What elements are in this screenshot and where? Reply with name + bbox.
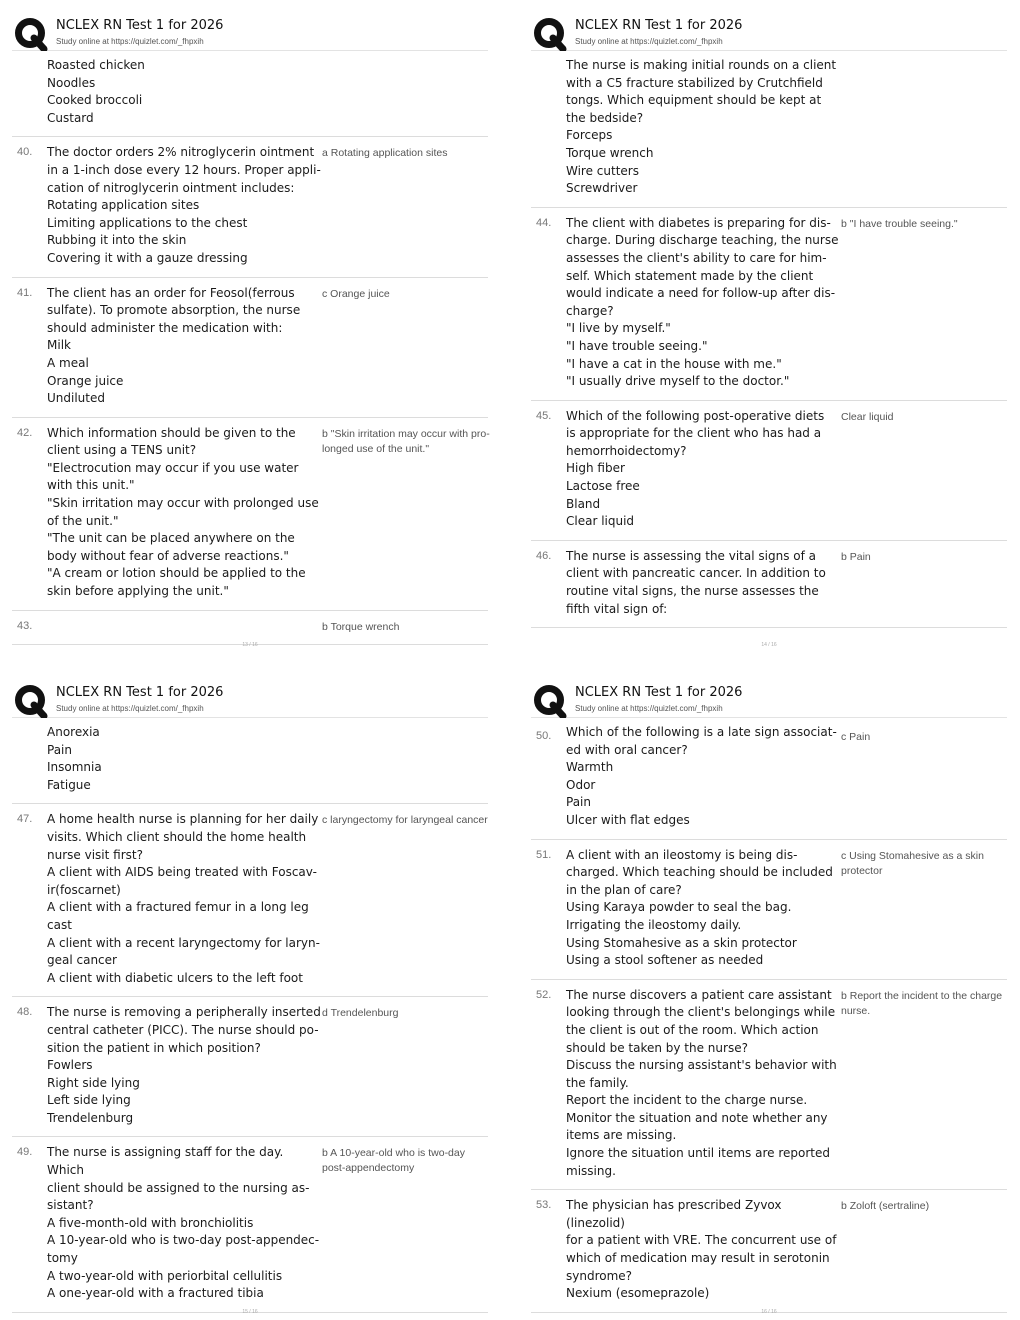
question-line: ir(foscarnet) xyxy=(47,882,121,897)
question-line: Clear liquid xyxy=(566,514,635,529)
question-line: sition the patient in which position? xyxy=(47,1040,261,1055)
document-subtitle: Study online at https://quizlet.com/_fhpxih xyxy=(575,37,723,46)
question-line: assesses the client's ability to care for him- xyxy=(566,250,827,265)
question-text xyxy=(566,987,842,1181)
answer-text: b Zoloft (sertraline) xyxy=(841,1200,930,1213)
question-text xyxy=(47,1144,323,1302)
question-line: A client with a fractured femur in a long leg xyxy=(47,900,309,915)
question-block xyxy=(531,208,1007,401)
question-line: for a patient with VRE. The concurrent use of xyxy=(566,1233,837,1248)
quizlet-logo-icon xyxy=(14,17,48,51)
question-line: The doctor orders 2% nitroglycerin ointment xyxy=(47,145,315,160)
question-line: Discuss the nursing assistant's behavior with xyxy=(566,1058,837,1073)
question-block xyxy=(12,997,488,1137)
question-number: 50. xyxy=(536,730,552,742)
question-line: Torque wrench xyxy=(566,145,654,160)
quizlet-logo-icon xyxy=(14,684,48,718)
question-text xyxy=(566,215,842,391)
page-number: 16 / 16 xyxy=(761,1309,777,1315)
question-line: A two-year-old with periorbital cellulitis xyxy=(47,1268,283,1283)
question-line: Rotating application sites xyxy=(47,198,200,213)
question-block xyxy=(531,840,1007,980)
answer-text: a Rotating application sites xyxy=(322,147,448,160)
question-line: Limiting applications to the chest xyxy=(47,215,248,230)
question-line: The physician has prescribed Zyvox (linezolid) xyxy=(566,1198,782,1230)
question-line: client should be assigned to the nursing as- xyxy=(47,1180,310,1195)
question-text xyxy=(566,847,842,970)
question-line: A home health nurse is planning for her daily xyxy=(47,812,319,827)
answer-text: b "Skin irritation may occur with pro- longed use of the unit." xyxy=(322,427,490,455)
question-number: 51. xyxy=(536,848,552,861)
question-line: the family. xyxy=(566,1075,629,1090)
question-line: Orange juice xyxy=(47,373,124,388)
question-line: A client with a recent laryngectomy for laryn- xyxy=(47,935,320,950)
page-header xyxy=(12,14,488,51)
question-line: of the unit." xyxy=(47,513,119,528)
document-page-14 xyxy=(531,14,1020,654)
question-line: in a 1-inch dose every 12 hours. Proper appli- xyxy=(47,162,321,177)
question-line: charge? xyxy=(566,303,614,318)
page-number: 14 / 16 xyxy=(761,642,777,648)
question-line: Noodles xyxy=(47,75,96,90)
question-line: routine vital signs, the nurse assesses the xyxy=(566,584,819,599)
question-block xyxy=(12,54,488,137)
question-line: The client with diabetes is preparing for dis- xyxy=(566,215,831,230)
question-block xyxy=(12,418,488,611)
question-text xyxy=(47,285,323,408)
question-line: A client with diabetic ulcers to the left foot xyxy=(47,970,303,985)
question-text xyxy=(47,1004,323,1127)
quizlet-logo-icon xyxy=(533,684,567,718)
question-line: the bedside? xyxy=(566,110,644,125)
question-line: the client is out of the room. Which action xyxy=(566,1022,819,1037)
page-header xyxy=(12,681,488,718)
document-title: NCLEX RN Test 1 for 2026 xyxy=(56,18,224,33)
question-line: ed with oral cancer? xyxy=(566,742,688,757)
question-number: 44. xyxy=(536,216,552,229)
question-line: A one-year-old with a fractured tibia xyxy=(47,1286,264,1301)
question-line: should administer the medication with: xyxy=(47,320,283,335)
question-line: Monitor the situation and note whether any xyxy=(566,1110,828,1125)
question-line: Ignore the situation until items are reported xyxy=(566,1146,830,1161)
question-line: with this unit." xyxy=(47,478,135,493)
question-line: High fiber xyxy=(566,461,625,476)
question-number: 52. xyxy=(536,988,552,1001)
question-line: A client with an ileostomy is being dis- xyxy=(566,847,798,862)
question-block xyxy=(12,137,488,277)
question-line: A client with AIDS being treated with Foscav- xyxy=(47,865,317,880)
answer-text: c Pain xyxy=(841,731,871,743)
question-text xyxy=(566,1197,842,1303)
question-line: Forceps xyxy=(566,128,613,143)
question-line: Which information should be given to the xyxy=(47,425,296,440)
page-header xyxy=(531,681,1007,718)
question-line: client using a TENS unit? xyxy=(47,443,197,458)
question-text xyxy=(566,57,842,198)
question-list xyxy=(12,54,488,645)
document-title: NCLEX RN Test 1 for 2026 xyxy=(575,18,743,33)
question-line: Using a stool softener as needed xyxy=(566,953,764,968)
question-number: 47. xyxy=(17,813,33,826)
question-line: body without fear of adverse reactions." xyxy=(47,548,289,563)
page-number: 15 / 16 xyxy=(242,1309,258,1315)
question-line: "I usually drive myself to the doctor." xyxy=(566,374,790,389)
question-text xyxy=(566,548,842,618)
question-block xyxy=(12,611,488,646)
question-block xyxy=(12,804,488,997)
question-block xyxy=(531,721,1007,840)
question-line: Wire cutters xyxy=(566,163,639,178)
question-text xyxy=(566,724,842,830)
question-block xyxy=(531,401,1007,541)
document-page-13 xyxy=(12,14,512,654)
question-number: 43. xyxy=(17,619,33,632)
question-text xyxy=(47,724,323,794)
question-number: 48. xyxy=(17,1006,33,1019)
question-line: tongs. Which equipment should be kept at xyxy=(566,93,822,108)
document-subtitle: Study online at https://quizlet.com/_fhpxih xyxy=(575,704,723,713)
question-line: Milk xyxy=(47,338,71,353)
question-line: Rubbing it into the skin xyxy=(47,233,187,248)
question-line: central catheter (PICC). The nurse should po- xyxy=(47,1022,319,1037)
question-line: The nurse discovers a patient care assistant xyxy=(566,987,832,1002)
question-line: Warmth xyxy=(566,760,614,775)
question-block xyxy=(531,541,1007,628)
question-line: tomy xyxy=(47,1251,78,1266)
page-number: 13 / 16 xyxy=(242,642,258,648)
question-block xyxy=(12,721,488,804)
document-title: NCLEX RN Test 1 for 2026 xyxy=(575,685,743,700)
question-line: "Electrocution may occur if you use water xyxy=(47,460,299,475)
question-line: Insomnia xyxy=(47,760,102,775)
question-line: The nurse is assessing the vital signs of a xyxy=(566,548,817,563)
question-block xyxy=(531,54,1007,208)
question-line: hemorrhoidectomy? xyxy=(566,443,687,458)
question-line: "The unit can be placed anywhere on the xyxy=(47,531,295,546)
question-text xyxy=(566,408,842,531)
answer-text: c Using Stomahesive as a skin protector xyxy=(841,849,984,877)
question-line: looking through the client's belongings while xyxy=(566,1005,836,1020)
question-line: Pain xyxy=(47,742,72,757)
question-line: Lactose free xyxy=(566,479,640,494)
question-line: Roasted chicken xyxy=(47,58,145,72)
question-line: "A cream or lotion should be applied to the xyxy=(47,566,306,581)
question-line: A five-month-old with bronchiolitis xyxy=(47,1215,254,1230)
question-line: with a C5 fracture stabilized by Crutchfield xyxy=(566,75,823,90)
question-line: "Skin irritation may occur with prolonged use xyxy=(47,496,319,511)
question-number: 42. xyxy=(17,426,33,439)
question-line: Using Stomahesive as a skin protector xyxy=(566,935,797,950)
question-line: in the plan of care? xyxy=(566,882,682,897)
question-text xyxy=(47,425,323,601)
question-number: 46. xyxy=(536,549,552,562)
question-line: sulfate). To promote absorption, the nurse xyxy=(47,303,301,318)
question-text xyxy=(47,57,323,127)
document-title: NCLEX RN Test 1 for 2026 xyxy=(56,685,224,700)
answer-text: Clear liquid xyxy=(841,410,894,423)
question-text xyxy=(47,811,323,987)
question-line: charged. Which teaching should be included xyxy=(566,865,833,880)
question-line: which of medication may result in serotonin xyxy=(566,1251,830,1266)
question-list xyxy=(531,54,1007,628)
question-text xyxy=(47,618,323,636)
answer-text: d Trendelenburg xyxy=(322,1007,399,1020)
document-subtitle: Study online at https://quizlet.com/_fhpxih xyxy=(56,37,204,46)
question-number: 49. xyxy=(17,1146,33,1159)
question-line: Which of the following post-operative diets xyxy=(566,408,825,423)
answer-text: b "I have trouble seeing." xyxy=(841,217,958,230)
question-line: cast xyxy=(47,917,72,932)
question-line: Screwdriver xyxy=(566,181,638,196)
question-number: 40. xyxy=(17,146,33,159)
document-page-15 xyxy=(12,681,512,1320)
question-number: 53. xyxy=(536,1199,552,1212)
answer-text: b Report the incident to the charge nurse. xyxy=(841,989,1003,1017)
answer-text: c laryngectomy for laryngeal cancer xyxy=(322,814,488,827)
question-line: Custard xyxy=(47,110,94,125)
question-line: Right side lying xyxy=(47,1075,140,1090)
question-line: The nurse is making initial rounds on a client xyxy=(566,58,837,72)
question-line: skin before applying the unit." xyxy=(47,584,229,599)
answer-text: b Pain xyxy=(841,550,871,563)
question-list xyxy=(12,721,488,1313)
document-page-16 xyxy=(531,681,1020,1320)
question-line: Which of the following is a late sign associat- xyxy=(566,725,837,739)
question-line: Covering it with a gauze dressing xyxy=(47,250,248,265)
question-line: Anorexia xyxy=(47,725,100,739)
question-list xyxy=(531,721,1007,1313)
answer-text: c Orange juice xyxy=(322,287,390,300)
page-header xyxy=(531,14,1007,51)
quizlet-logo-icon xyxy=(533,17,567,51)
question-line: Cooked broccoli xyxy=(47,93,143,108)
question-line: charge. During discharge teaching, the nurse xyxy=(566,233,839,248)
question-line: "I have trouble seeing." xyxy=(566,338,708,353)
question-line: is appropriate for the client who has had a xyxy=(566,426,822,441)
question-line: Bland xyxy=(566,496,601,511)
question-line: client with pancreatic cancer. In addition to xyxy=(566,566,826,581)
question-line: Report the incident to the charge nurse. xyxy=(566,1093,808,1108)
question-line: geal cancer xyxy=(47,953,117,968)
question-line: self. Which statement made by the client xyxy=(566,268,814,283)
document-subtitle: Study online at https://quizlet.com/_fhpxih xyxy=(56,704,204,713)
question-line: cation of nitroglycerin ointment includes: xyxy=(47,180,295,195)
question-line: visits. Which client should the home health xyxy=(47,829,307,844)
question-line: Pain xyxy=(566,795,591,810)
question-line: Undiluted xyxy=(47,391,105,406)
question-line: Fatigue xyxy=(47,777,91,792)
question-line: sistant? xyxy=(47,1198,94,1213)
question-line: Odor xyxy=(566,777,596,792)
question-line: Trendelenburg xyxy=(47,1110,134,1125)
answer-text: b Torque wrench xyxy=(322,620,400,633)
question-line: The nurse is removing a peripherally inserted xyxy=(47,1005,321,1020)
question-number: 45. xyxy=(536,409,552,422)
question-line xyxy=(47,618,323,636)
question-text xyxy=(47,144,323,267)
answer-text: b A 10-year-old who is two-day post-appendectomy xyxy=(322,1147,465,1175)
question-line: should be taken by the nurse? xyxy=(566,1040,748,1055)
question-line: items are missing. xyxy=(566,1128,677,1143)
question-line: Left side lying xyxy=(47,1093,131,1108)
question-block xyxy=(531,980,1007,1191)
question-block xyxy=(12,1137,488,1312)
question-number: 41. xyxy=(17,286,33,299)
question-line: Irrigating the ileostomy daily. xyxy=(566,917,742,932)
question-line: Nexium (esomeprazole) xyxy=(566,1286,710,1301)
question-line: A meal xyxy=(47,355,89,370)
question-block xyxy=(531,1190,1007,1313)
question-line: "I have a cat in the house with me." xyxy=(566,356,782,371)
question-line: The client has an order for Feosol(ferrous xyxy=(47,285,295,300)
question-line: Fowlers xyxy=(47,1058,93,1073)
question-line: fifth vital sign of: xyxy=(566,601,668,616)
question-line: missing. xyxy=(566,1163,616,1178)
question-line: nurse visit first? xyxy=(47,847,143,862)
question-line: syndrome? xyxy=(566,1268,633,1283)
question-line: A 10-year-old who is two-day post-appendec- xyxy=(47,1233,320,1248)
question-line: The nurse is assigning staff for the day. Which xyxy=(47,1145,284,1178)
question-line: would indicate a need for follow-up after dis- xyxy=(566,286,836,301)
question-block xyxy=(12,278,488,418)
question-line: Using Karaya powder to seal the bag. xyxy=(566,900,792,915)
question-line: Ulcer with flat edges xyxy=(566,812,690,827)
question-line: "I live by myself." xyxy=(566,321,671,336)
